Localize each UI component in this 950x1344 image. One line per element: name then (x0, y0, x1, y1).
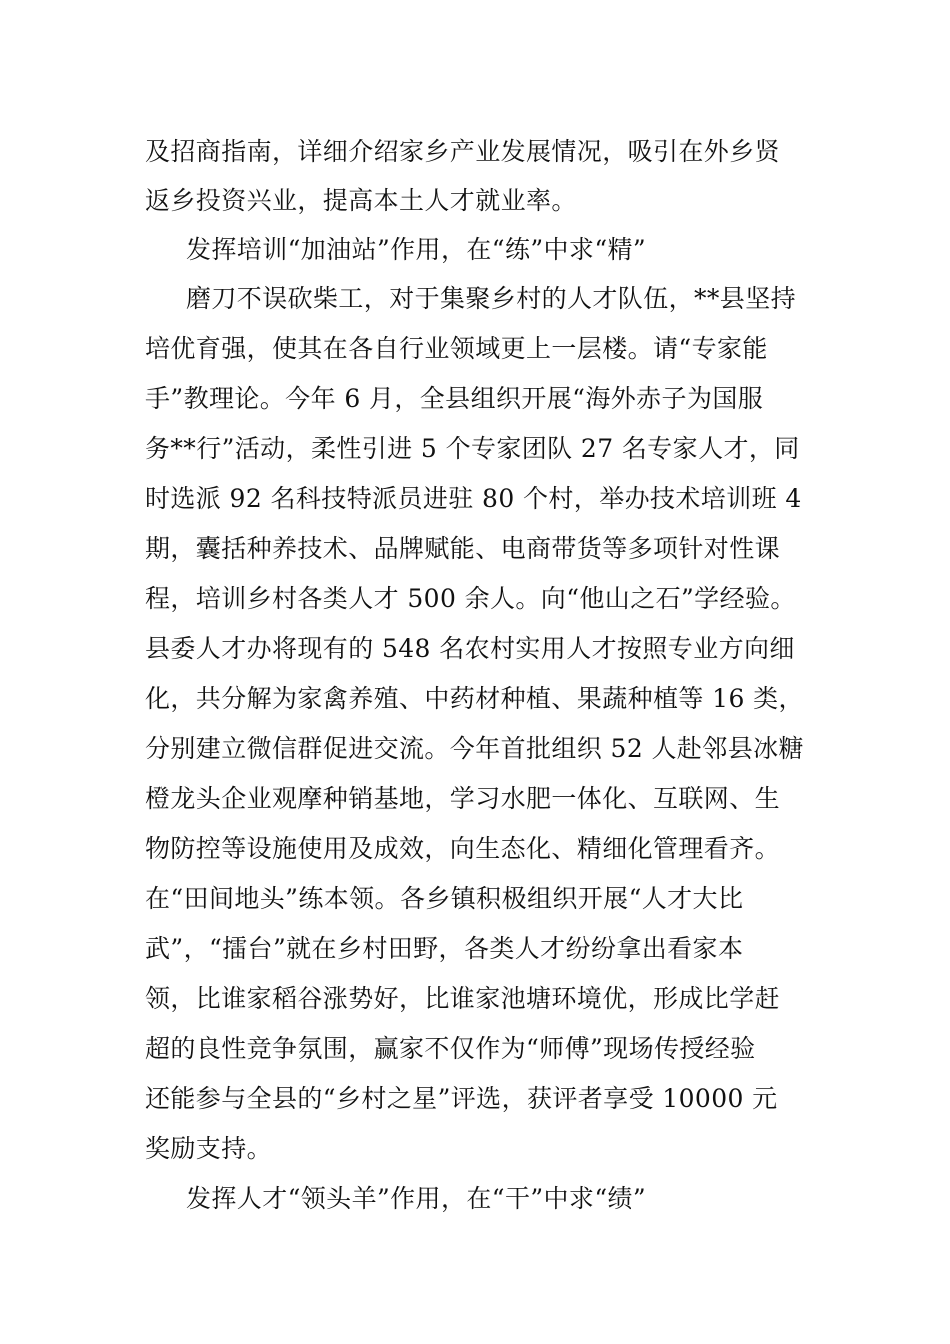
paragraph-line: 返乡投资兴业，提高本土人才就业率。 (145, 186, 577, 215)
paragraph-line: 磨刀不误砍柴工，对于集聚乡村的人才队伍，**县坚持 (186, 284, 797, 313)
section-heading: 发挥培训“加油站”作用，在“练”中求“精” (186, 235, 647, 264)
paragraph-line: 奖励支持。 (145, 1134, 273, 1163)
paragraph-line: 县委人才办将现有的 548 名农村实用人才按照专业方向细 (145, 634, 795, 663)
paragraph-line: 培优育强，使其在各自行业领域更上一层楼。请“专家能 (145, 334, 768, 363)
paragraph-line: 分别建立微信群促进交流。今年首批组织 52 人赴邻县冰糖 (145, 734, 804, 763)
paragraph-line: 程，培训乡村各类人才 500 余人。向“他山之石”学经验。 (145, 584, 796, 613)
paragraph-line: 领，比谁家稻谷涨势好，比谁家池塘环境优，形成比学赶 (145, 984, 781, 1013)
paragraph-line: 务**行”活动，柔性引进 5 个专家团队 27 名专家人才，同 (145, 434, 800, 463)
paragraph-line: 超的良性竞争氛围，赢家不仅作为“师傅”现场传授经验 (145, 1034, 756, 1063)
paragraph-line: 橙龙头企业观摩种销基地，学习水肥一体化、互联网、生 (145, 784, 781, 813)
paragraph-line: 物防控等设施使用及成效，向生态化、精细化管理看齐。 (145, 834, 781, 863)
paragraph-line: 及招商指南，详细介绍家乡产业发展情况，吸引在外乡贤 (145, 137, 781, 166)
paragraph-line: 时选派 92 名科技特派员进驻 80 个村，举办技术培训班 4 (145, 484, 802, 513)
paragraph-line: 在“田间地头”练本领。各乡镇积极组织开展“人才大比 (145, 884, 744, 913)
paragraph-line: 手”教理论。今年 6 月，全县组织开展“海外赤子为国服 (145, 384, 764, 413)
section-heading: 发挥人才“领头羊”作用，在“干”中求“绩” (186, 1184, 647, 1213)
paragraph-line: 期，囊括种养技术、品牌赋能、电商带货等多项针对性课 (145, 534, 781, 563)
paragraph-line: 武”，“擂台”就在乡村田野，各类人才纷纷拿出看家本 (145, 934, 744, 963)
paragraph-line: 还能参与全县的“乡村之星”评选，获评者享受 10000 元 (145, 1084, 778, 1113)
paragraph-line: 化，共分解为家禽养殖、中药材种植、果蔬种植等 16 类， (145, 684, 804, 713)
